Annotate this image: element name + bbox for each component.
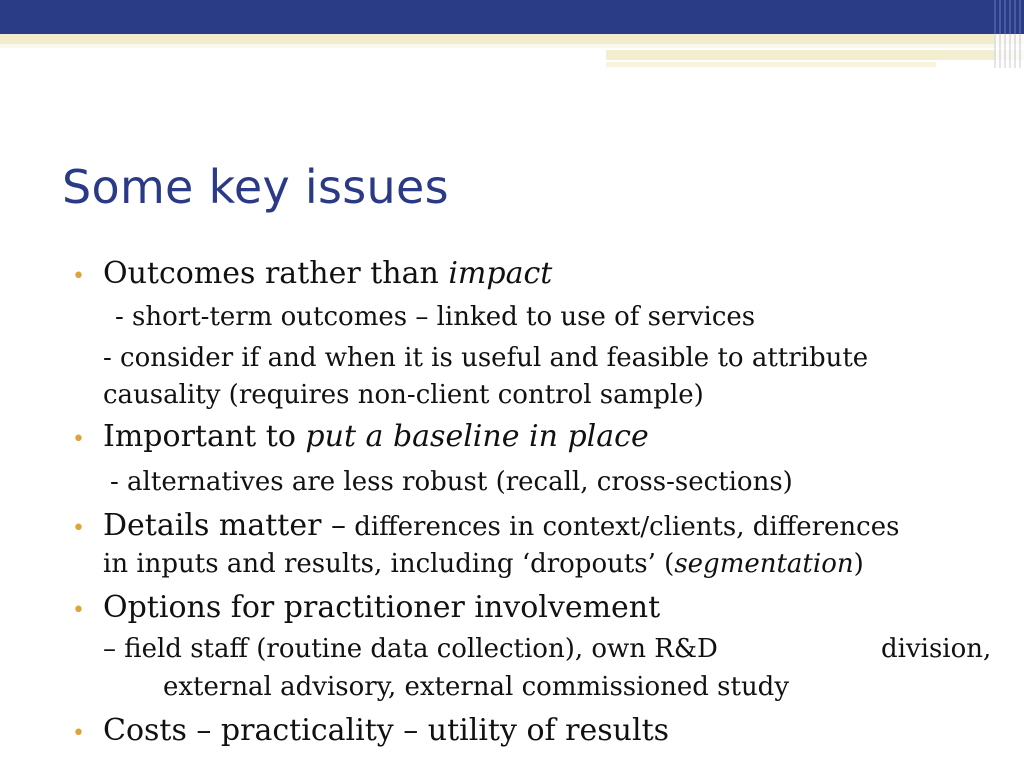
bullet-3-emphasis: segmentation [674,549,854,579]
bullet-1-sub-3: causality (requires non-client control sample) [103,380,704,410]
bullet-dot: • [72,516,85,541]
slide-title: Some key issues [62,160,449,214]
bullet-dot: • [72,721,85,746]
bullet-1-sub-1: - short-term outcomes – linked to use of services [115,302,756,332]
bullet-1-emphasis: impact [448,256,553,291]
bullet-2-text: Important to [103,419,306,454]
bullet-3-cont-a: in inputs and results, including ‘dropouts’ ( [103,549,675,579]
bullet-3-continued [103,549,864,579]
bullet-dot: • [72,264,85,289]
bullet-2-sub-1: - alternatives are less robust (recall, cross-sections) [110,467,793,497]
bullet-4-sub-2: external advisory, external commissioned study [163,672,790,702]
bullet-2-emphasis: put a baseline in place [305,419,649,454]
bullet-4-sub-1-end: division, [881,634,992,664]
bullet-3 [103,508,899,543]
bullet-3-text: Details matter – [103,508,346,543]
bullet-5: Costs – practicality – utility of results [103,713,670,748]
bullet-1 [103,256,552,291]
bullet-3-detail: differences in context/clients, differences [345,512,900,542]
bullet-dot: • [72,598,85,623]
bullet-4-sub-1: – field staff (routine data collection), own R&D [103,634,718,664]
bullet-4: Options for practitioner involvement [103,590,661,625]
bullet-1-text: Outcomes rather than [103,256,449,291]
bullet-1-sub-2: - consider if and when it is useful and feasible to attribute [103,343,869,373]
bullet-dot: • [72,427,85,452]
bullet-3-cont-c: ) [853,549,864,579]
bullet-2 [103,419,649,454]
